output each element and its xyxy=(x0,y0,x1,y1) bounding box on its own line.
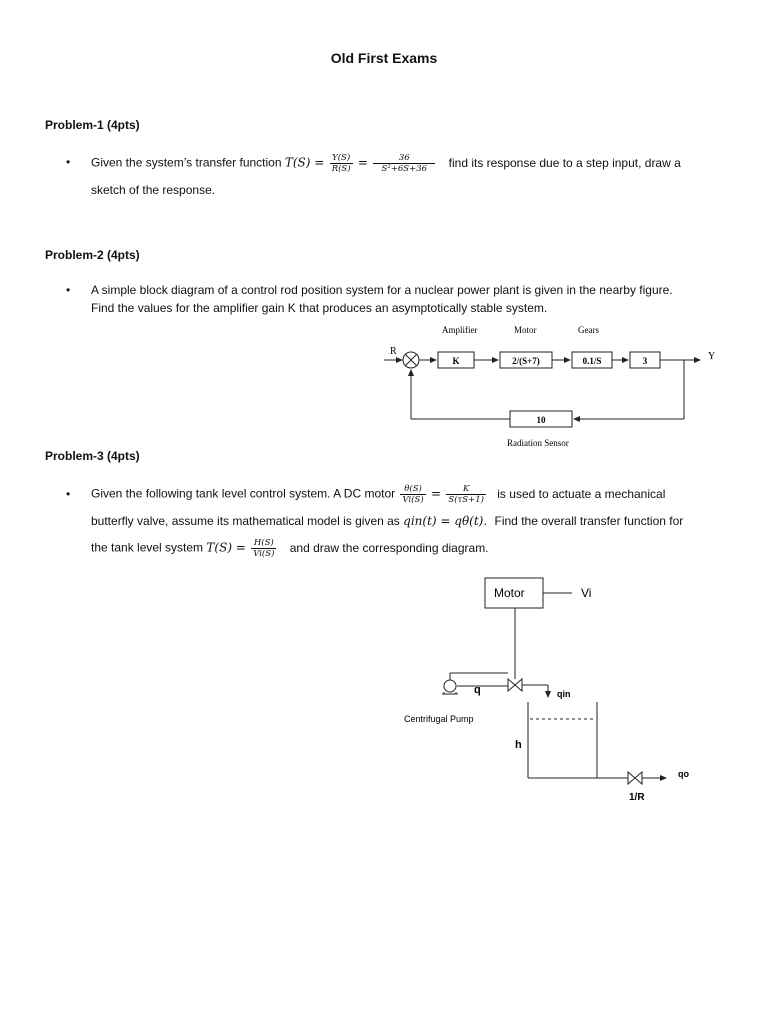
label-motor: Motor xyxy=(514,325,537,335)
p3-frac2-den: S(τS+1) xyxy=(448,495,484,505)
p3-frac2-num: K xyxy=(446,484,486,495)
p1-tail: find its response due to a step input, draw a xyxy=(448,155,681,170)
problem-2-line-2: Find the values for the amplifier gain K that produces an asymptotically stable system. xyxy=(91,301,548,315)
page-title: Old First Exams xyxy=(330,50,438,66)
p1-intro: Given the system’s transfer function xyxy=(91,155,282,170)
block-3: 3 xyxy=(642,356,648,366)
p1-eq: = xyxy=(357,155,368,170)
p3-qeq: qin(t) = qθ(t). xyxy=(403,514,488,528)
problem-2-line-1: A simple block diagram of a control rod position system for a nuclear power plant is given in the nearby figure. xyxy=(91,283,673,297)
label-q: q xyxy=(474,684,481,696)
p3-lhs: T(S) = xyxy=(206,540,246,555)
bullet-dot: • xyxy=(66,283,71,297)
p3-line2b: Find the overall transfer function for xyxy=(494,514,684,528)
label-qo: qo xyxy=(678,769,689,779)
block-gears: 0.1/S xyxy=(582,356,602,366)
p3-frac3-num: H(S) xyxy=(251,538,276,549)
p1-frac2-num: 36 xyxy=(373,153,435,164)
p3-frac1-num: θ(S) xyxy=(400,484,425,495)
label-motor-box: Motor xyxy=(494,586,525,600)
problem-1-header: Problem-1 (4pts) xyxy=(45,118,140,132)
p3-frac1-den: Vi(S) xyxy=(402,495,424,505)
label-h: h xyxy=(515,739,522,751)
problem-3-header: Problem-3 (4pts) xyxy=(45,449,140,463)
p1-lhs: T(S) = xyxy=(284,155,325,170)
p3-frac3-den: Vi(S) xyxy=(253,549,275,559)
label-qin: qin xyxy=(557,689,571,699)
p3-line3b: and draw the corresponding diagram. xyxy=(289,540,489,555)
problem-1-line-2: sketch of the response. xyxy=(91,183,216,197)
label-vi: Vi xyxy=(581,586,592,600)
p1-frac1-num: Y(S) xyxy=(330,153,353,164)
label-gears: Gears xyxy=(578,325,599,335)
block-k: K xyxy=(452,356,460,366)
p3-tail1: is used to actuate a mechanical xyxy=(497,486,666,501)
bullet-dot: • xyxy=(66,487,71,501)
problem-2-header: Problem-2 (4pts) xyxy=(45,248,140,262)
block-feedback: 10 xyxy=(536,415,546,425)
label-centrifugal-pump: Centrifugal Pump xyxy=(404,714,474,724)
label-input-r: R xyxy=(390,346,397,357)
p3-eq: = xyxy=(431,486,442,501)
label-amplifier: Amplifier xyxy=(442,325,478,335)
block-motor: 2/(S+7) xyxy=(512,356,540,366)
p3-line3a: the tank level system xyxy=(91,540,204,555)
bullet-dot: • xyxy=(66,155,71,169)
p1-frac2-den: S²+6S+36 xyxy=(381,164,428,174)
label-radiation-sensor: Radiation Sensor xyxy=(507,438,569,448)
p3-intro: Given the following tank level control system. A DC motor xyxy=(91,486,396,501)
p1-frac1-den: R(S) xyxy=(331,164,351,174)
label-1-over-r: 1/R xyxy=(629,792,645,803)
p3-line2a: butterfly valve, assume its mathematical model is given as xyxy=(91,514,400,528)
label-output-y: Y xyxy=(708,351,716,362)
